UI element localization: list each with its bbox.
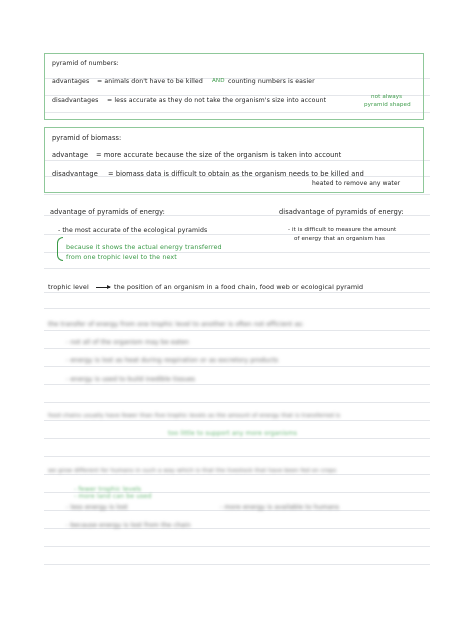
trophic-level-term: trophic level <box>48 283 89 291</box>
biomass-advantage-text: = more accurate because the size of the organism is taken into account <box>96 151 342 159</box>
energy-disadvantage-heading: disadvantage of pyramids of energy: <box>279 208 404 216</box>
blurred-line-11: - more energy is available to humans <box>220 504 340 511</box>
blurred-line-8: - fewer trophic levels <box>74 486 142 493</box>
energy-advantage-green1: because it shows the actual energy transferred <box>66 243 222 251</box>
numbers-advantages-label: advantages <box>52 78 90 85</box>
blurred-line-5: food chains usually have fewer than five trophic levels as the amount of energy that is transferred is <box>48 413 341 419</box>
numbers-note-line2: pyramid shaped <box>364 102 411 108</box>
numbers-disadvantages-label: disadvantages <box>52 97 99 104</box>
biomass-disadvantage-text: = biomass data is difficult to obtain as the organism needs to be killed and <box>108 170 364 178</box>
numbers-advantages-text2: counting numbers is easier <box>228 78 315 85</box>
arrow-icon <box>96 287 110 288</box>
energy-disadvantage-point2: of energy that an organism has <box>294 236 386 242</box>
pyramid-of-biomass-title: pyramid of biomass: <box>52 134 122 142</box>
blurred-line-1: the transfer of energy from one trophic level to another is often not efficient as: <box>48 321 304 328</box>
blurred-line-2: - not all of the organism may be eaten <box>66 339 190 346</box>
blurred-line-7: we grow different for humans in such a way which is that the livestock that have been fed on crops <box>48 468 337 474</box>
blurred-line-4: - energy is used to build inedible tissues <box>66 376 196 383</box>
trophic-level-definition: the position of an organism in a food chain, food web or ecological pyramid <box>114 283 364 291</box>
energy-advantage-heading: advantage of pyramids of energy: <box>50 208 165 216</box>
energy-green-bracket <box>57 237 63 261</box>
numbers-note-line1: not always <box>371 94 403 100</box>
numbers-disadvantages-text: = less accurate as they do not take the organism's size into account <box>107 97 327 104</box>
biomass-disadvantage-label: disadvantage <box>52 170 98 178</box>
pyramid-of-numbers-title: pyramid of numbers: <box>52 60 119 67</box>
numbers-advantages-and: AND <box>212 78 225 84</box>
numbers-advantages-text: = animals don't have to be killed <box>97 78 203 85</box>
blurred-line-12: - because energy is lost from the chain <box>66 522 191 529</box>
biomass-disadvantage-text2: heated to remove any water <box>312 180 401 187</box>
blurred-line-9: - more land can be used <box>74 493 152 500</box>
biomass-advantage-label: advantage <box>52 151 89 159</box>
blurred-line-3: - energy is lost as heat during respiration or as excretory products <box>66 357 279 364</box>
blurred-line-6: too little to support any more organisms <box>168 430 298 437</box>
blurred-line-10: - less energy is lost <box>66 504 128 511</box>
energy-advantage-green2: from one trophic level to the next <box>66 253 177 261</box>
energy-advantage-point: - the most accurate of the ecological pyramids <box>58 227 208 234</box>
energy-disadvantage-point1: - it is difficult to measure the amount <box>288 227 397 233</box>
